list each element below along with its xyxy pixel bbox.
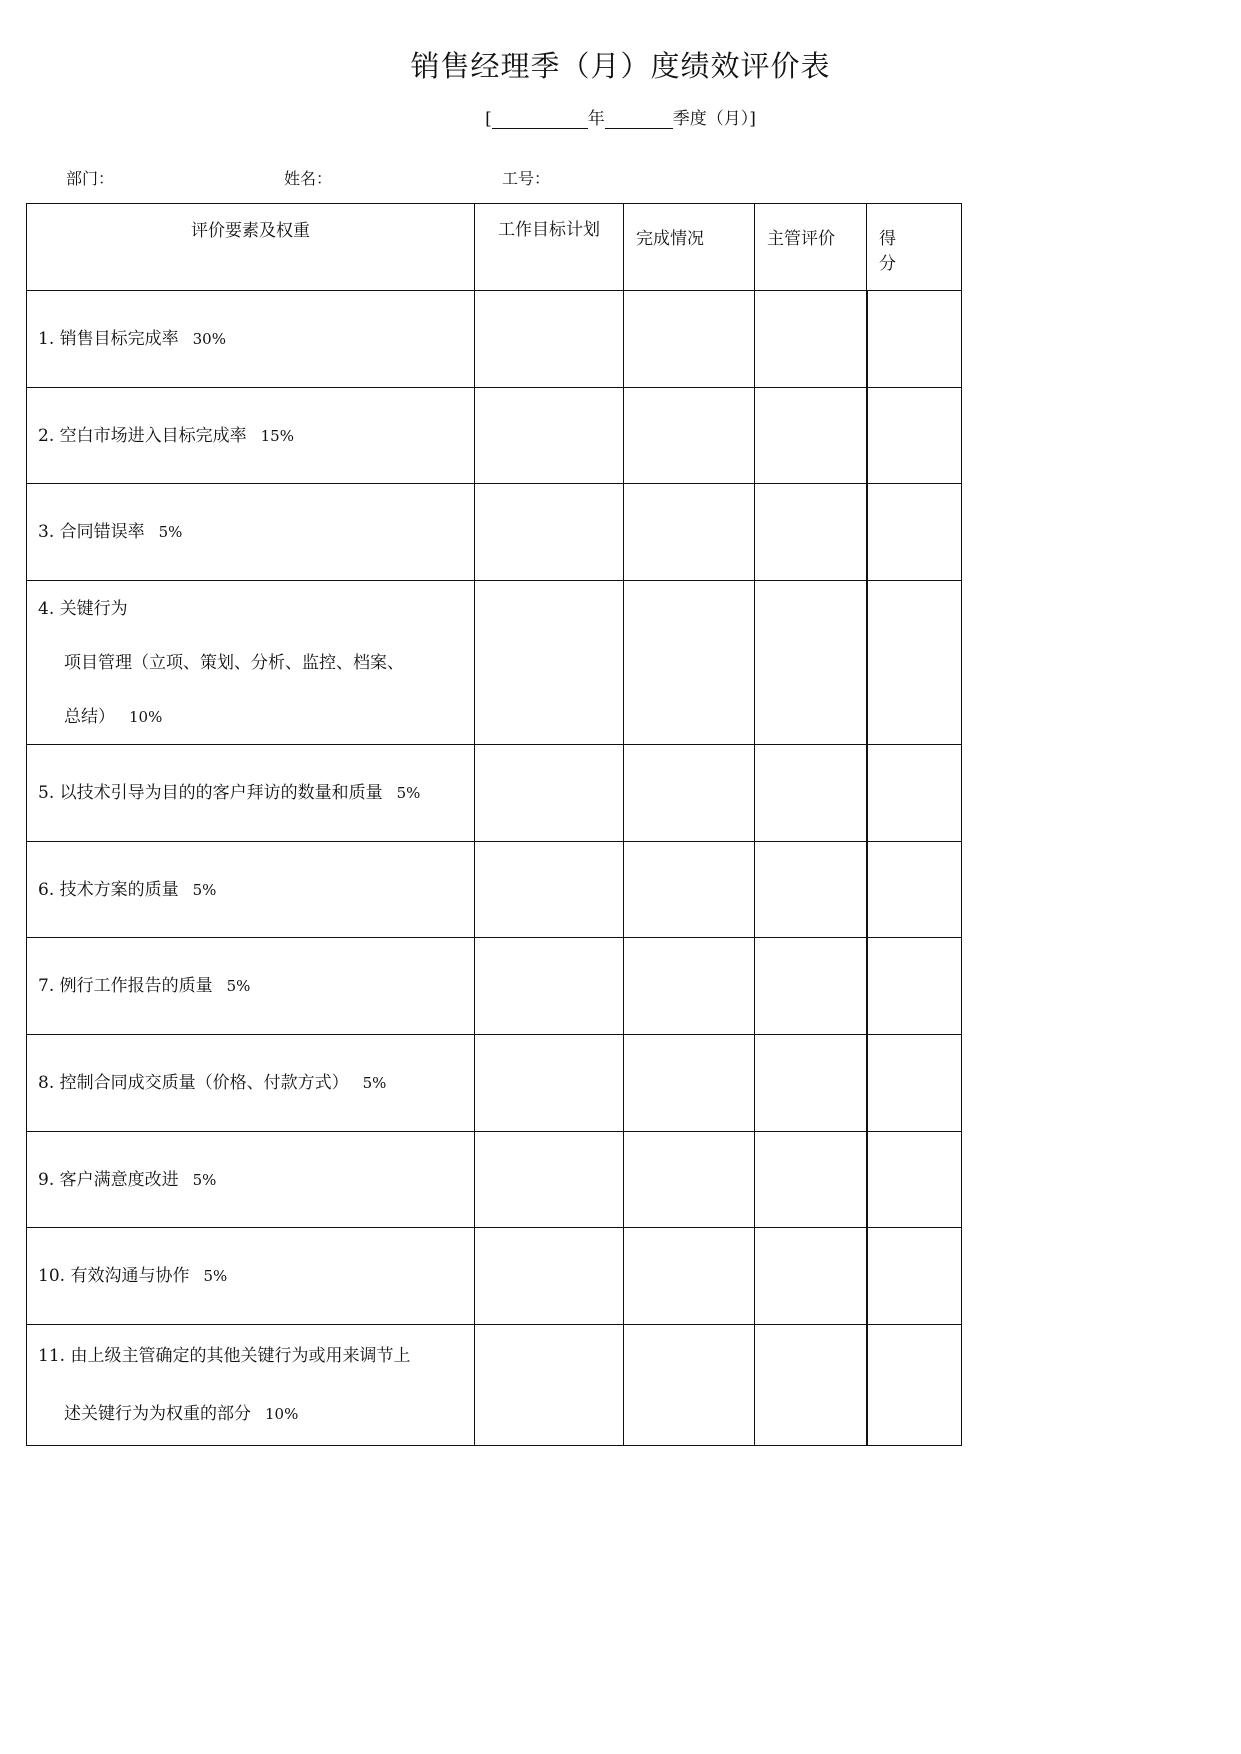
table-row — [27, 581, 962, 745]
criteria-cell — [27, 745, 475, 842]
item-line-2: 项目管理（立项、策划、分析、监控、档案、 — [64, 652, 404, 673]
plan-cell[interactable] — [475, 1035, 624, 1132]
item-text: 由上级主管确定的其他关键行为或用来调节上 — [70, 1346, 411, 1366]
item-number: 2. — [38, 425, 55, 446]
table-row — [27, 291, 962, 388]
item-line-1 — [38, 1327, 474, 1385]
completion-cell[interactable] — [624, 484, 755, 581]
item-number: 7. — [38, 976, 55, 996]
supervisor-cell[interactable] — [755, 842, 867, 938]
score-cell[interactable] — [867, 745, 962, 842]
criteria-cell — [27, 938, 475, 1035]
supervisor-cell[interactable] — [755, 581, 867, 745]
quarter-label: 季度（月） — [672, 109, 750, 129]
item-number: 8. — [38, 1073, 55, 1093]
supervisor-cell[interactable] — [755, 938, 867, 1035]
item-weight: 10% — [129, 707, 163, 726]
item-weight: 5% — [158, 523, 183, 541]
item-weight: 5% — [192, 1170, 217, 1189]
completion-cell[interactable] — [624, 388, 755, 484]
completion-cell[interactable] — [624, 938, 755, 1035]
table-row — [27, 1035, 962, 1132]
item-number: 11. — [38, 1346, 66, 1366]
table-row — [27, 1325, 962, 1446]
header-criteria: 评价要素及权重 — [27, 204, 475, 291]
completion-cell[interactable] — [624, 1325, 755, 1446]
employee-id-label: 工号： — [502, 169, 551, 188]
plan-cell[interactable] — [475, 484, 624, 581]
completion-cell[interactable] — [624, 1132, 755, 1228]
score-cell[interactable] — [867, 291, 962, 388]
score-cell[interactable] — [867, 1035, 962, 1132]
plan-cell[interactable] — [475, 581, 624, 745]
item-line-2 — [38, 1385, 474, 1443]
item-number: 5. — [38, 783, 55, 803]
department-label: 部门： — [66, 169, 115, 188]
plan-cell[interactable] — [475, 745, 624, 842]
year-blank[interactable] — [492, 110, 588, 129]
score-cell[interactable] — [867, 842, 962, 938]
supervisor-cell[interactable] — [755, 1325, 867, 1446]
item-number: 4. — [38, 598, 55, 619]
evaluation-table — [26, 203, 962, 1446]
plan-cell[interactable] — [475, 1325, 624, 1446]
item-weight: 5% — [396, 784, 421, 802]
score-cell[interactable] — [867, 938, 962, 1035]
year-label: 年 — [587, 109, 605, 129]
item-line-3-text: 总结） — [64, 706, 115, 727]
score-cell[interactable] — [867, 1325, 962, 1446]
item-number: 6. — [38, 879, 55, 900]
criteria-cell — [27, 1325, 475, 1446]
item-text: 有效沟通与协作 — [70, 1266, 190, 1286]
quarter-blank[interactable] — [605, 110, 673, 129]
item-number: 9. — [38, 1169, 55, 1190]
item-number: 10. — [38, 1266, 66, 1286]
score-cell[interactable] — [867, 581, 962, 745]
table-row — [27, 1132, 962, 1228]
item-text: 销售目标完成率 — [59, 329, 179, 349]
completion-cell[interactable] — [624, 745, 755, 842]
table-row — [27, 388, 962, 484]
supervisor-cell[interactable] — [755, 1132, 867, 1228]
criteria-cell — [27, 484, 475, 581]
criteria-cell — [27, 1035, 475, 1132]
item-weight: 5% — [226, 977, 251, 995]
item-text: 关键行为 — [59, 598, 128, 619]
criteria-cell — [27, 581, 475, 745]
table-row — [27, 938, 962, 1035]
item-line-1 — [38, 582, 474, 636]
criteria-cell — [27, 1132, 475, 1228]
completion-cell[interactable] — [624, 581, 755, 745]
completion-cell[interactable] — [624, 842, 755, 938]
criteria-cell — [27, 1228, 475, 1325]
plan-cell[interactable] — [475, 1228, 624, 1325]
item-weight: 10% — [265, 1405, 299, 1423]
item-weight: 30% — [192, 330, 226, 348]
table-row — [27, 1228, 962, 1325]
supervisor-cell[interactable] — [755, 388, 867, 484]
item-weight: 15% — [260, 426, 294, 445]
item-text: 空白市场进入目标完成率 — [59, 425, 247, 446]
criteria-cell — [27, 842, 475, 938]
plan-cell[interactable] — [475, 1132, 624, 1228]
header-score: 得 分 — [867, 204, 962, 291]
period-close-bracket: ] — [749, 109, 756, 129]
item-text: 技术方案的质量 — [59, 879, 179, 900]
item-number: 1. — [38, 329, 55, 349]
table-row — [27, 484, 962, 581]
item-text: 例行工作报告的质量 — [59, 976, 213, 996]
evaluation-period — [0, 104, 1241, 129]
name-label: 姓名： — [284, 169, 333, 188]
criteria-cell — [27, 291, 475, 388]
item-line-3 — [38, 690, 474, 744]
score-cell[interactable] — [867, 388, 962, 484]
plan-cell[interactable] — [475, 842, 624, 938]
supervisor-cell[interactable] — [755, 745, 867, 842]
supervisor-cell[interactable] — [755, 1228, 867, 1325]
score-cell[interactable] — [867, 484, 962, 581]
page-title: 销售经理季（月）度绩效评价表 — [410, 49, 831, 83]
item-weight: 5% — [192, 880, 217, 899]
supervisor-cell[interactable] — [755, 1035, 867, 1132]
plan-cell[interactable] — [475, 291, 624, 388]
table-header-row — [27, 204, 962, 291]
table-row — [27, 842, 962, 938]
plan-cell[interactable] — [475, 388, 624, 484]
criteria-cell — [27, 388, 475, 484]
item-text: 客户满意度改进 — [59, 1169, 179, 1190]
item-text: 以技术引导为目的的客户拜访的数量和质量 — [59, 783, 383, 803]
score-cell[interactable] — [867, 1228, 962, 1325]
supervisor-cell[interactable] — [755, 291, 867, 388]
supervisor-cell[interactable] — [755, 484, 867, 581]
completion-cell[interactable] — [624, 1035, 755, 1132]
item-line-2-text: 述关键行为为权重的部分 — [64, 1404, 251, 1424]
header-work-plan: 工作目标计划 — [475, 204, 624, 291]
table-row — [27, 745, 962, 842]
period-open-bracket: [ — [485, 109, 492, 129]
header-completion: 完成情况 — [624, 204, 755, 291]
item-text: 合同错误率 — [59, 522, 145, 542]
item-number: 3. — [38, 522, 55, 542]
completion-cell[interactable] — [624, 1228, 755, 1325]
item-weight: 5% — [203, 1267, 228, 1285]
header-supervisor-evaluation: 主管评价 — [755, 204, 867, 291]
plan-cell[interactable] — [475, 938, 624, 1035]
score-cell[interactable] — [867, 1132, 962, 1228]
item-text: 控制合同成交质量（价格、付款方式） — [59, 1073, 349, 1093]
completion-cell[interactable] — [624, 291, 755, 388]
item-weight: 5% — [362, 1074, 387, 1092]
